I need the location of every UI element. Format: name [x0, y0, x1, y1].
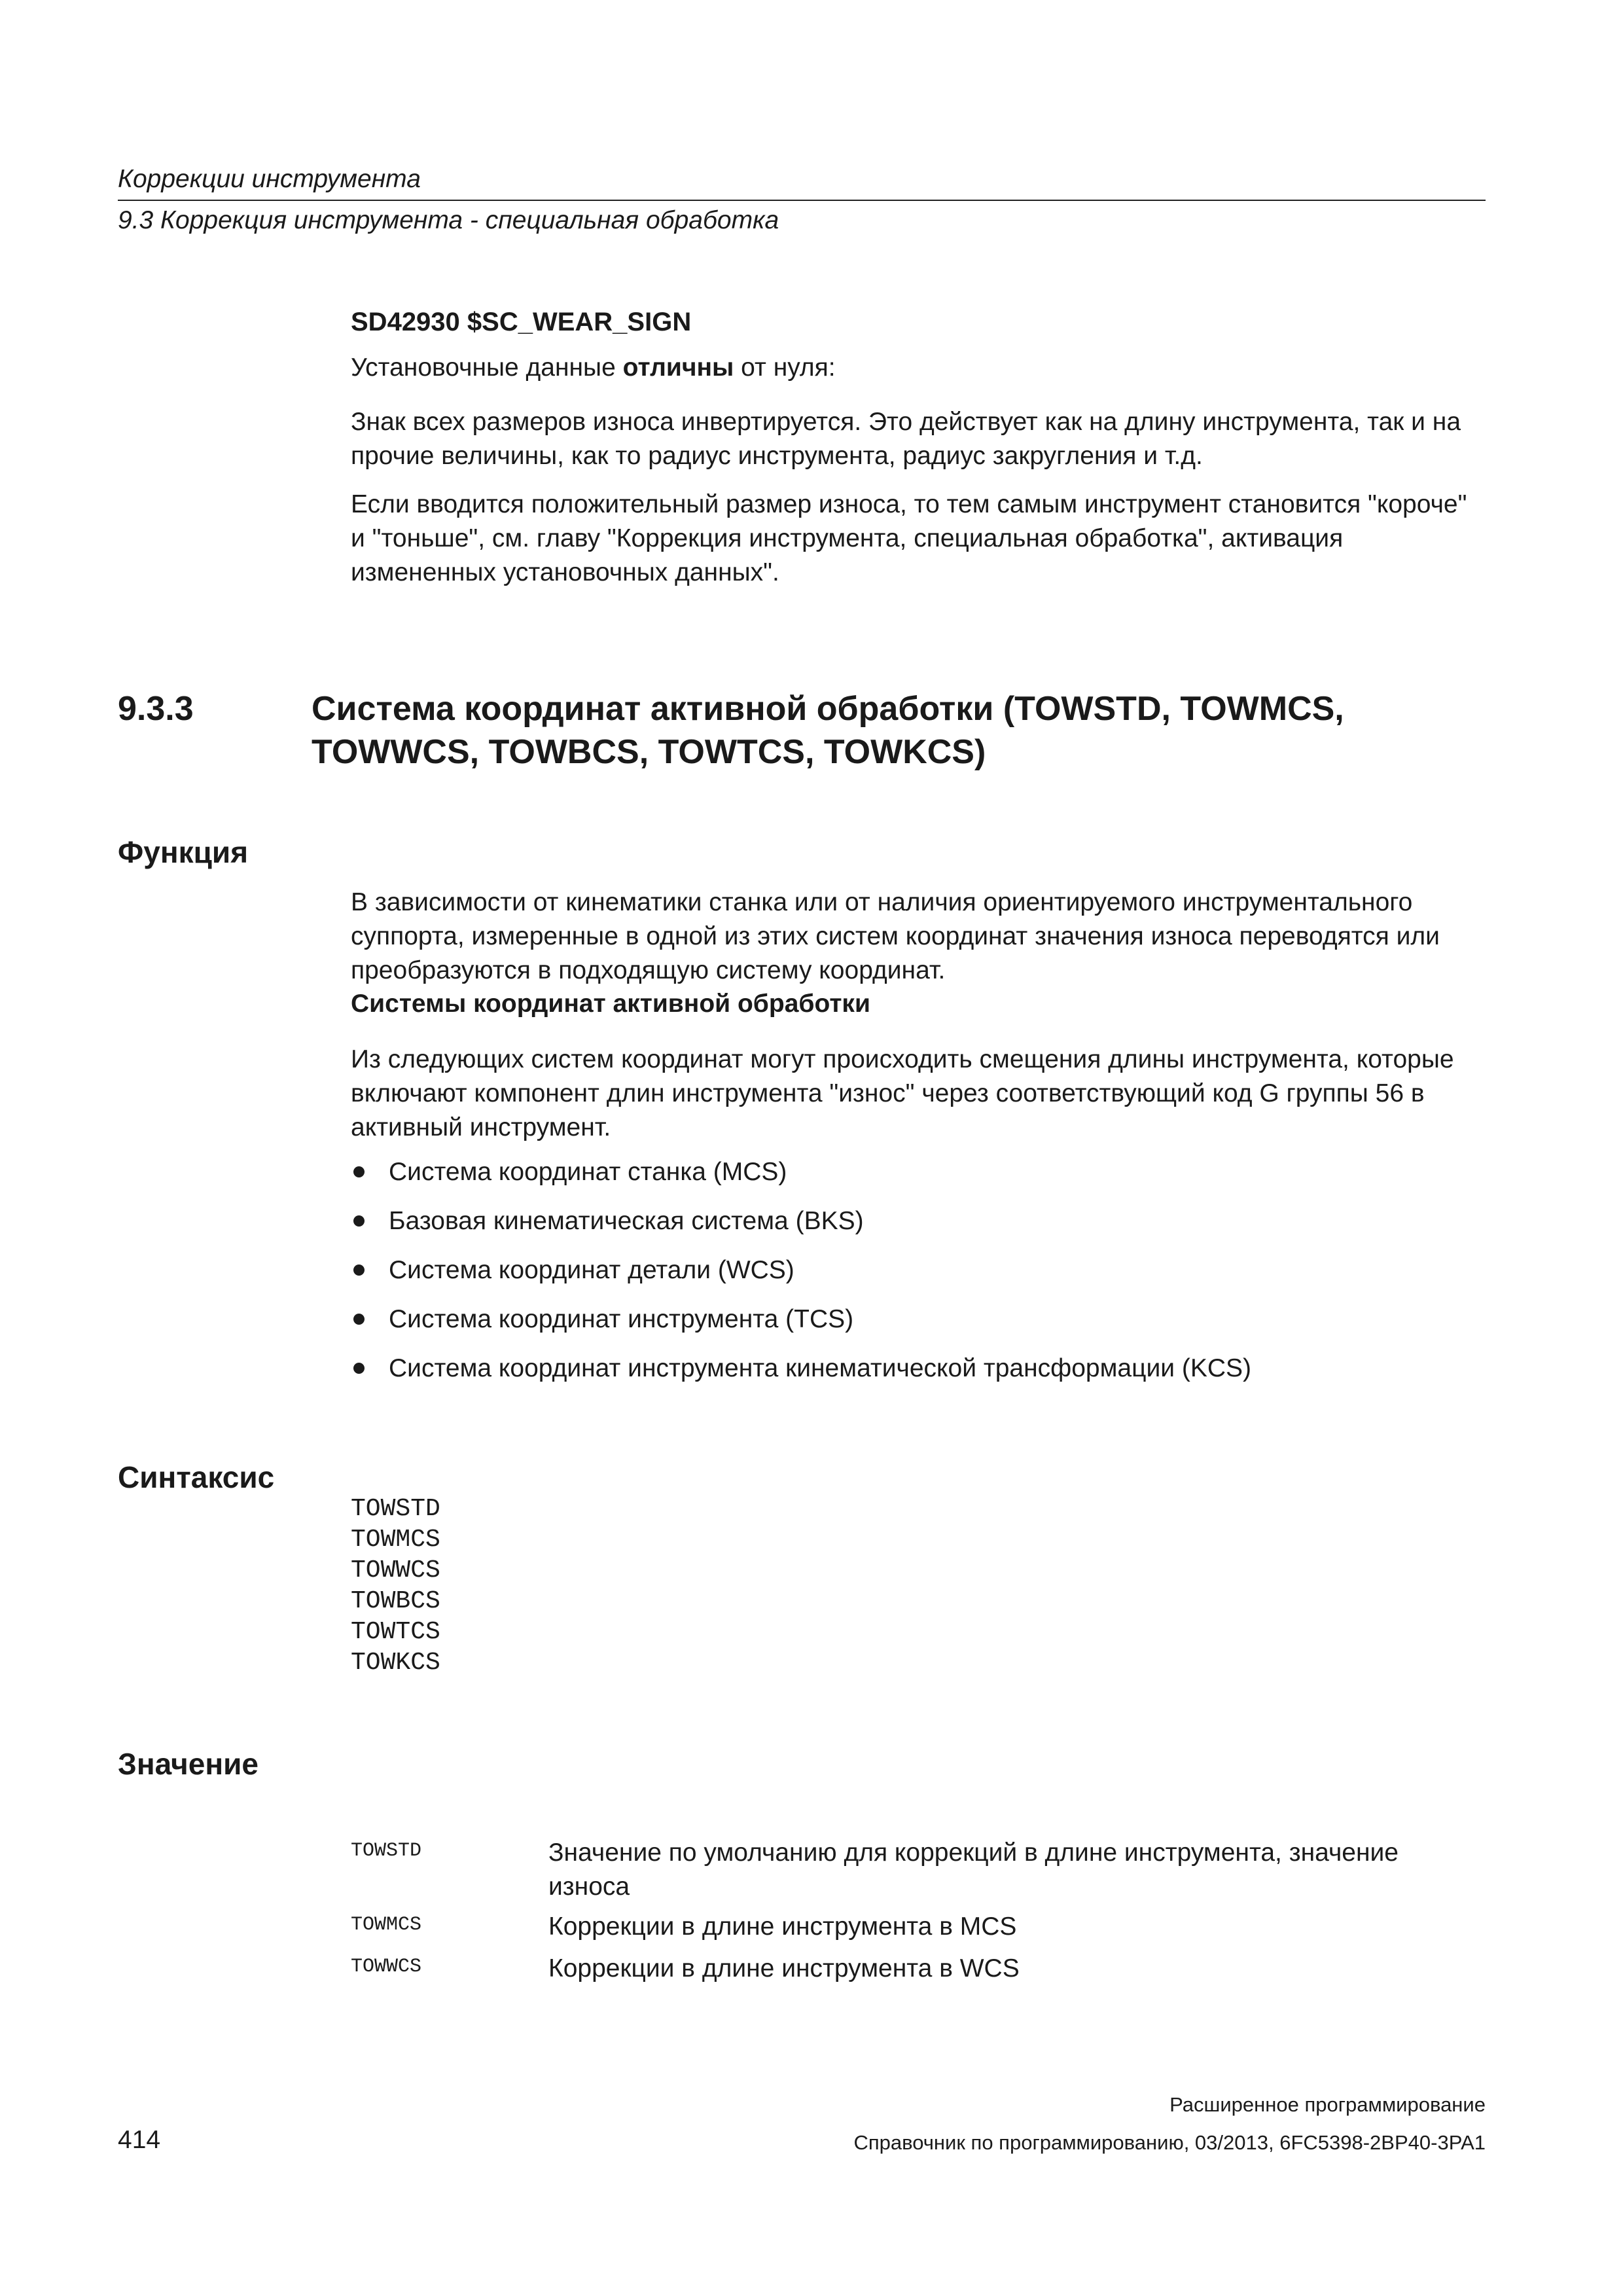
sd-title: SD42930 $SC_WEAR_SIGN: [351, 308, 692, 336]
running-header-section: 9.3 Коррекция инструмента - специальная обработка: [118, 206, 779, 234]
meaning-desc: Коррекции в длине инструмента в WCS: [548, 1954, 1020, 1982]
list-item: Система координат станка (MCS): [351, 1155, 1483, 1204]
section-number: 9.3.3: [118, 690, 194, 728]
header-rule: [118, 200, 1486, 201]
list-item: Система координат инструмента (TCS): [351, 1302, 1483, 1352]
syntax-heading: Синтаксис: [118, 1460, 275, 1494]
syntax-line: TOWSTD: [351, 1495, 440, 1523]
meaning-key: TOWWCS: [351, 1956, 422, 1978]
meaning-key: TOWSTD: [351, 1840, 422, 1862]
list-item: Система координат инструмента кинематической трансформации (KCS): [351, 1352, 1483, 1401]
list-item: Система координат детали (WCS): [351, 1253, 1483, 1302]
function-subheading: Системы координат активной обработки: [351, 990, 870, 1018]
bullet-icon: [353, 1363, 365, 1374]
meaning-row: [351, 1910, 1483, 1949]
function-heading: Функция: [118, 835, 249, 869]
sd-intro: [351, 351, 1483, 385]
footer-book-title: Расширенное программирование: [1169, 2093, 1486, 2116]
meaning-heading: Значение: [118, 1747, 259, 1781]
footer-doc-info: Справочник по программированию, 03/2013, 6FC5398-2BP40-3PA1: [853, 2131, 1486, 2154]
section-heading: [118, 687, 1486, 779]
sd-paragraph-2: Если вводится положительный размер износа, то тем самым инструмент становится "короче" и "тоньше", см. главу "Коррекция инструмента, специальная обработка", активация измененных установочных данных".: [351, 490, 1467, 586]
sd-intro-suffix: от нуля:: [734, 353, 836, 382]
syntax-line: TOWWCS: [351, 1556, 440, 1585]
list-item: Базовая кинематическая система (BKS): [351, 1204, 1483, 1253]
sd-paragraph-1: Знак всех размеров износа инвертируется. Это действует как на длину инструмента, так и на прочие величины, как то радиус инструмента, радиус закругления и т.д.: [351, 408, 1461, 470]
meaning-desc: Значение по умолчанию для коррекций в длине инструмента, значение износа: [548, 1839, 1399, 1901]
bullet-icon: [353, 1166, 365, 1177]
syntax-line: TOWKCS: [351, 1649, 440, 1677]
section-title: Система координат активной обработки (TOWSTD, TOWMCS, TOWWCS, TOWBCS, TOWTCS, TOWKCS): [312, 690, 1344, 771]
meaning-key: TOWMCS: [351, 1914, 422, 1936]
meaning-desc: Коррекции в длине инструмента в MCS: [548, 1912, 1017, 1941]
meaning-row: [351, 1952, 1483, 1991]
meaning-row: [351, 1836, 1483, 1908]
sd-intro-bold: отличны: [622, 353, 734, 382]
function-paragraph: В зависимости от кинематики станка или от наличия ориентируемого инструментального суппорта, измеренные в одной из этих систем координат значения износа переводятся или преобразуются в подходящую систему координат.: [351, 888, 1440, 984]
syntax-line: TOWMCS: [351, 1526, 440, 1554]
bullet-icon: [353, 1314, 365, 1325]
sd-intro-prefix: Установочные данные: [351, 353, 623, 382]
running-header-chapter: Коррекции инструмента: [118, 165, 421, 193]
syntax-block: [351, 1494, 440, 1678]
bullet-icon: [353, 1215, 365, 1227]
syntax-line: TOWBCS: [351, 1587, 440, 1615]
function-paragraph-2: Из следующих систем координат могут происходить смещения длины инструмента, которые включают компонент длин инструмента "износ" через соответствующий код G группы 56 в активный инструмент.: [351, 1045, 1454, 1141]
coordinate-system-list: [351, 1155, 1483, 1401]
page-number: 414: [118, 2126, 161, 2154]
bullet-icon: [353, 1265, 365, 1276]
syntax-line: TOWTCS: [351, 1618, 440, 1646]
